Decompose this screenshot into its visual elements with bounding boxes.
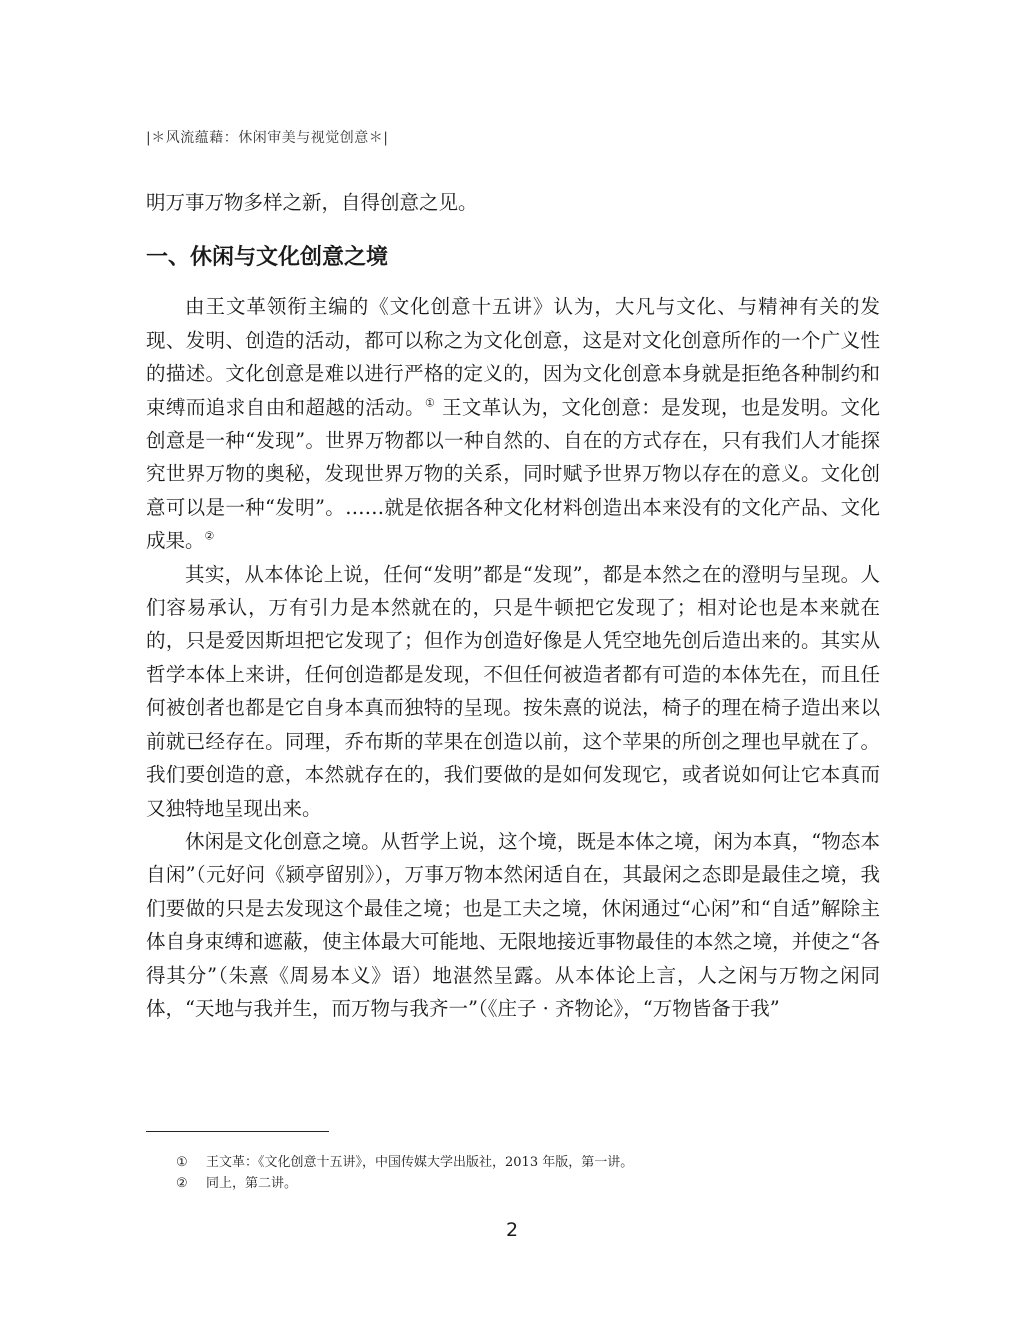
- paragraph-2: 其实，从本体论上说，任何“发明”都是“发现”，都是本然之在的澄明与呈现。人们容易承认，万有引力是本然就在的，只是牛顿把它发现了；相对论也是本来就在的，只是爱因斯坦把它发现了；但作为创造好像是人凭空地先创后造出来的。其实从哲学本体上来讲，任何创造都是发现，不但任何被造者都有可造的本体先在，而且任何被创者也都是它自身本真而独特的呈现。按朱熹的说法，椅子的理在椅子造出来以前就已经存在。同理，乔布斯的苹果在创造以前，这个苹果的所创之理也早就在了。我们要创造的意，本然就存在的，我们要做的是如何发现它，或者说如何让它本真而又独特地呈现出来。: [146, 562, 880, 820]
- footnote-ref-2[interactable]: ②: [204, 529, 215, 543]
- footnote-2-mark: ②: [176, 1176, 188, 1191]
- footnote-2-text: 同上，第二讲。: [206, 1176, 298, 1191]
- section-heading: 一、休闲与文化创意之境: [146, 245, 389, 271]
- footnote-2: [176, 1173, 876, 1194]
- footnote-1-mark: ①: [176, 1155, 188, 1170]
- main-text: [146, 186, 880, 1025]
- paragraph-1-part-1: 由王文革领衔主编的《文化创意十五讲》认为，大凡与文化、与精神有关的发现、发明、创造的活动，都可以称之为文化创意，这是对文化创意所作的一个广义性的描述。文化创意是难以进行严格的定义的，因为文化创意本身就是拒绝各种制约和束缚而追求自由和超越的活动。: [146, 295, 880, 419]
- page-number: 2: [505, 1219, 519, 1241]
- footnote-ref-1[interactable]: ①: [425, 396, 436, 410]
- footnote-1: [176, 1152, 876, 1173]
- footnote-1-text: 王文革：《文化创意十五讲》，中国传媒大学出版社，2013 年版，第一讲。: [206, 1155, 634, 1170]
- lead-paragraph: 明万事万物多样之新，自得创意之见。: [146, 191, 478, 214]
- footnotes: [176, 1152, 876, 1194]
- paragraph-3: 休闲是文化创意之境。从哲学上说，这个境，既是本体之境，闲为本真，“物态本自闲”（元好问《颍亭留别》），万事万物本然闲适自在，其最闲之态即是最佳之境，我们要做的只是去发现这个最佳之境；也是工夫之境，休闲通过“心闲”和“自适”解除主体自身束缚和遮蔽，使主体最大可能地、无限地接近事物最佳的本然之境，并使之“各得其分”（朱熹《周易本义》语）地湛然呈露。从本体论上言，人之闲与万物之闲同体，“天地与我并生，而万物与我齐一”（《庄子 · 齐物论》，“万物皆备于我”: [146, 829, 880, 1020]
- running-header: |＊风流蕴藉：休闲审美与视觉创意＊|: [146, 130, 389, 146]
- paragraph-1: [146, 290, 880, 557]
- paragraph-1-part-2: 王文革认为，文化创意：是发现，也是发明。文化创意是一种“发现”。世界万物都以一种自然的、自在的方式存在，只有我们人才能探究世界万物的奥秘，发现世界万物的关系，同时赋予世界万物以存在的意义。文化创意可以是一种“发明”。……就是依据各种文化材料创造出本来没有的文化产品、文化成果。: [146, 395, 880, 553]
- footnote-separator: [146, 1131, 329, 1132]
